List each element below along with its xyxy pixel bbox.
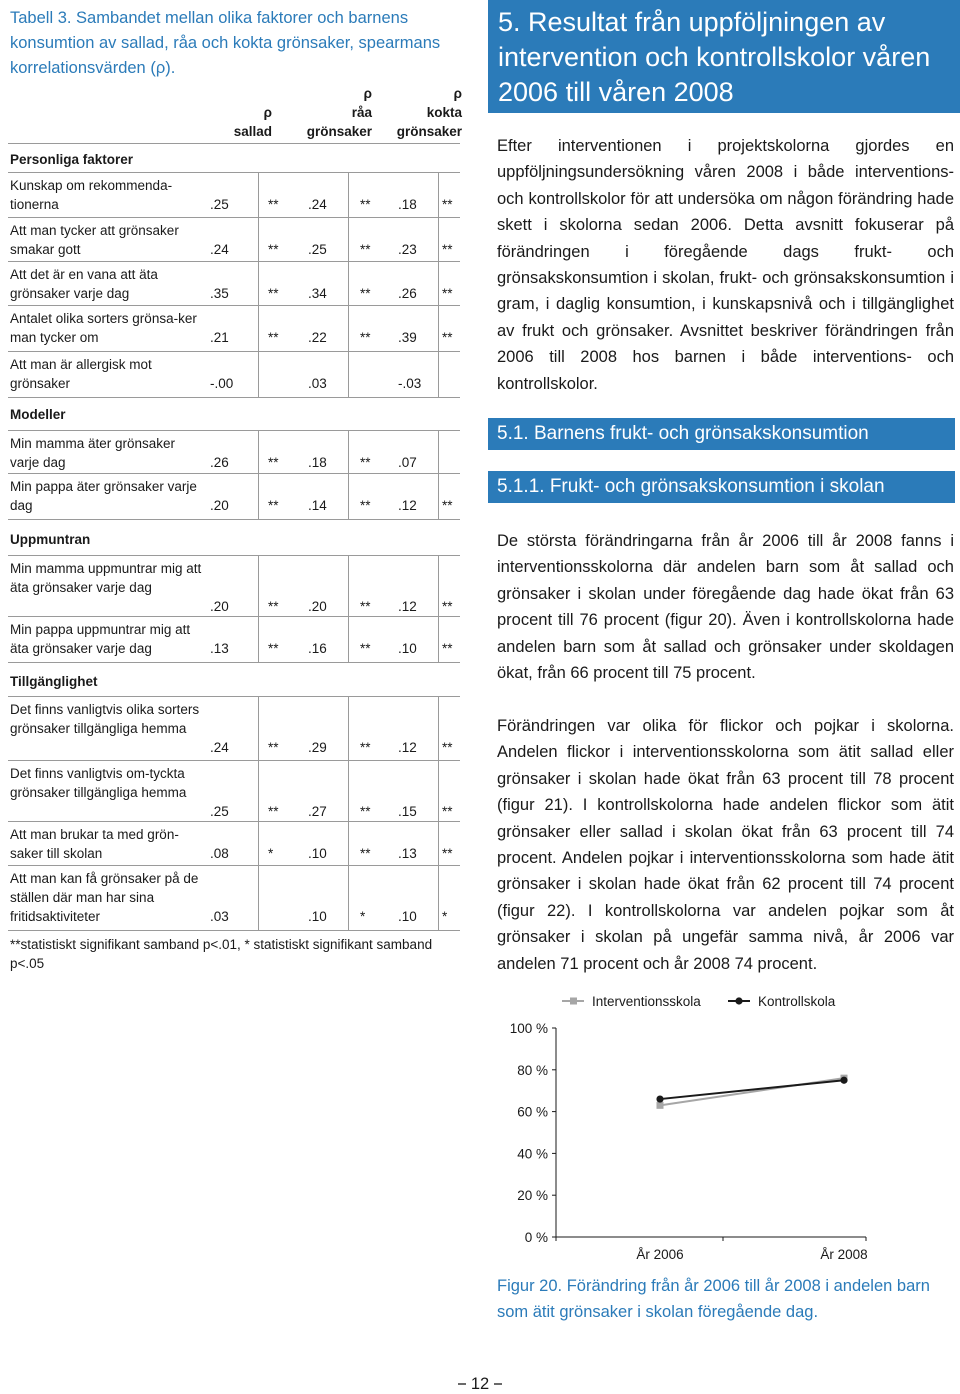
column-label: grönsaker — [306, 124, 372, 139]
row-divider — [8, 473, 460, 474]
significance-mark: ** — [360, 804, 371, 819]
significance-mark: ** — [268, 330, 279, 345]
row-divider — [8, 172, 460, 173]
significance-mark: ** — [360, 498, 371, 513]
y-tick-label: 100 % — [509, 1021, 548, 1036]
row-label: Min pappa uppmuntrar mig att äta grönsaker varje dag — [10, 622, 191, 656]
row-label: Att det är en vana att äta grönsaker varje dag — [10, 267, 158, 301]
correlation-value: .25 — [308, 242, 327, 257]
row-label: Min mamma äter grönsaker varje dag — [10, 436, 176, 470]
x-tick-label: År 2008 — [820, 1247, 868, 1262]
row-label: Det finns vanligtvis om-tyckta grönsaker tillgängliga hemma — [10, 766, 187, 800]
significance-mark: ** — [268, 197, 279, 212]
correlation-value: .14 — [308, 498, 327, 513]
column-divider — [258, 696, 259, 930]
significance-mark: ** — [360, 455, 371, 470]
table-row — [10, 559, 460, 616]
series-1-point — [657, 1102, 664, 1109]
significance-mark: ** — [442, 286, 453, 301]
column-rho: ρ — [453, 86, 462, 101]
correlation-value: .21 — [210, 330, 229, 345]
column-rho: ρ — [363, 86, 372, 101]
correlation-value: .13 — [398, 846, 417, 861]
correlation-value: .08 — [210, 846, 229, 861]
correlation-value: .23 — [398, 242, 417, 257]
section-bottom-rule — [8, 519, 460, 520]
x-tick-label: År 2006 — [636, 1247, 684, 1262]
column-header-kokta-gronsaker — [372, 84, 462, 141]
column-divider — [258, 172, 259, 397]
correlation-value: .12 — [398, 599, 417, 614]
column-divider — [438, 172, 439, 397]
correlation-value: .07 — [398, 455, 417, 470]
page-number: 12 — [470, 1375, 490, 1393]
table-row — [10, 355, 460, 393]
row-label: Min pappa äter grönsaker varje dag — [10, 479, 197, 513]
column-divider — [438, 555, 439, 662]
legend-marker — [735, 997, 742, 1004]
correlation-value: .18 — [308, 455, 327, 470]
significance-mark: ** — [268, 641, 279, 656]
section-title: Tillgänglighet — [10, 674, 98, 689]
row-divider — [8, 616, 460, 617]
column-label: sallad — [233, 124, 272, 139]
significance-mark: ** — [442, 846, 453, 861]
column-rho: ρ — [263, 105, 272, 120]
table-row — [10, 477, 460, 515]
row-divider — [8, 555, 460, 556]
subsection-heading: 5.1.1. Frukt- och grönsakskonsumtion i skolan — [497, 476, 885, 497]
legend-label: Interventionsskola — [592, 994, 701, 1009]
correlation-value: .13 — [210, 641, 229, 656]
column-header-sallad — [212, 103, 272, 141]
row-divider — [8, 351, 460, 352]
correlation-value: .26 — [210, 455, 229, 470]
subsection-heading-bar — [488, 471, 955, 503]
correlation-value: .24 — [308, 197, 327, 212]
significance-mark: * — [442, 909, 448, 924]
table-caption: Tabell 3. Sambandet mellan olika faktorer och barnens konsumtion av sallad, råa och kokta grönsaker, spearmans korrelationsvärden (ρ). — [10, 9, 441, 77]
row-label: Min mamma uppmuntrar mig att äta grönsaker varje dag — [10, 561, 202, 595]
row-label: Det finns vanligtvis olika sorters grönsaker tillgängliga hemma — [10, 702, 200, 736]
correlation-value: .03 — [210, 909, 229, 924]
y-tick-label: 0 % — [524, 1230, 548, 1245]
correlation-value: .20 — [308, 599, 327, 614]
significance-mark: ** — [442, 740, 453, 755]
section-bottom-rule — [8, 930, 460, 931]
significance-mark: ** — [268, 455, 279, 470]
table-column-headers — [212, 84, 462, 142]
significance-mark: ** — [442, 498, 453, 513]
correlation-value: .12 — [398, 740, 417, 755]
y-tick-label: 20 % — [517, 1188, 548, 1204]
table-row — [10, 434, 460, 472]
significance-mark: ** — [360, 599, 371, 614]
table-row — [10, 221, 460, 259]
table-row — [10, 620, 460, 658]
correlation-value: .22 — [308, 330, 327, 345]
row-label: Antalet olika sorters grönsa-ker man tycker om — [10, 311, 197, 345]
correlation-value: .20 — [210, 498, 229, 513]
table-row — [10, 825, 460, 863]
column-divider — [438, 696, 439, 930]
y-tick-label: 40 % — [517, 1146, 548, 1162]
y-tick-label: 60 % — [517, 1104, 548, 1120]
column-divider — [258, 555, 259, 662]
significance-mark: ** — [442, 330, 453, 345]
row-divider — [8, 696, 460, 697]
table-footnote: **statistiskt signifikant samband p<.01, * statistiskt signifikant samband p<.05 — [10, 937, 433, 971]
row-divider — [8, 217, 460, 218]
series-line-2 — [660, 1080, 844, 1099]
correlation-value: .10 — [308, 909, 327, 924]
correlation-value: .26 — [398, 286, 417, 301]
significance-mark: ** — [360, 641, 371, 656]
chapter-title: 5. Resultat från uppföljningen av intervention och kontrollskolor våren 2006 till våren 2008 — [498, 7, 931, 107]
significance-mark: ** — [442, 641, 453, 656]
column-divider — [348, 430, 349, 519]
correlation-value: .39 — [398, 330, 417, 345]
intro-paragraph: Efter interventionen i projektskolorna gjordes en uppföljningsundersökning våren 2008 i både interventions- och kontrollskolor för att undersöka om någon förändring hade skett i skolorna sedan 2006. Detta avsnitt fokuserar på förändringen i föregående dags frukt- och grönsakskonsumtion i skolan, frukt- och grönsakskonsumtion i gram, i daglig konsumtion, i kunskapsnivå och i tillgänglighet av frukt och grönsaker. Avsnittet beskriver förändringen från 2006 till 2008 hos barnen i både interventions- och kontrollskolor. — [497, 137, 954, 393]
column-header-raa-gronsaker — [282, 84, 372, 141]
series-2-point — [656, 1095, 663, 1102]
chart-svg — [496, 985, 876, 1275]
column-divider — [258, 430, 259, 519]
column-label: kokta — [426, 105, 462, 120]
line-chart — [496, 985, 876, 1275]
y-tick-label: 80 % — [517, 1062, 548, 1078]
correlation-value: .25 — [210, 197, 229, 212]
row-label: Att man kan få grönsaker på de ställen där man har sina fritidsaktiviteter — [10, 871, 199, 924]
correlation-value: -.03 — [398, 376, 422, 391]
series-2-point — [840, 1077, 847, 1084]
significance-mark: ** — [442, 804, 453, 819]
header-rule — [8, 143, 460, 144]
chapter-banner — [488, 0, 960, 113]
row-divider — [8, 430, 460, 431]
row-label: Att man är allergisk mot grönsaker — [10, 357, 152, 391]
section-bottom-rule — [8, 397, 460, 398]
correlation-value: .10 — [308, 846, 327, 861]
correlation-value: .34 — [308, 286, 327, 301]
column-divider — [348, 172, 349, 397]
correlation-value: .12 — [398, 498, 417, 513]
column-divider — [438, 430, 439, 519]
row-divider — [8, 261, 460, 262]
significance-mark: ** — [360, 197, 371, 212]
section-title: Modeller — [10, 407, 66, 422]
significance-mark: ** — [360, 846, 371, 861]
column-label: råa — [351, 105, 372, 120]
section-heading: 5.1. Barnens frukt- och grönsakskonsumtion — [497, 423, 869, 444]
significance-mark: ** — [360, 242, 371, 257]
section-title: Personliga faktorer — [10, 152, 134, 167]
significance-mark: ** — [268, 740, 279, 755]
row-divider — [8, 760, 460, 761]
correlation-value: .15 — [398, 804, 417, 819]
row-divider — [8, 305, 460, 306]
row-label: Att man brukar ta med grön-saker till skolan — [10, 827, 179, 861]
figure-caption: Figur 20. Förändring från år 2006 till år 2008 i andelen barn som ätit grönsaker i skolan föregående dag. — [497, 1277, 930, 1321]
significance-mark: ** — [268, 599, 279, 614]
significance-mark: ** — [442, 599, 453, 614]
correlation-value: .03 — [308, 376, 327, 391]
correlation-value: .35 — [210, 286, 229, 301]
legend-label: Kontrollskola — [758, 994, 836, 1009]
correlation-value: .16 — [308, 641, 327, 656]
significance-mark: ** — [442, 242, 453, 257]
correlation-value: .29 — [308, 740, 327, 755]
significance-mark: ** — [360, 286, 371, 301]
body-paragraph-2: Förändringen var olika för flickor och pojkar i skolorna. Andelen flickor i interventionsskolorna som ätit sallad eller grönsaker i skolan hade ökat från 63 procent till 78 procent (figur 21). I kontrollskolorna hade andelen flickor som ätit grönsaker eller sallad i skolan ökat från 63 procent till 74 procent. Andelen pojkar i interventionsskolorna som hade ätit grönsaker i skolan hade ökat från 62 procent till 74 procent (figur 22). I kontrollskolorna var andelen pojkar som åt grönsaker i skolan på ungefär samma nivå, år 2006 var andelen 71 procent och år 2008 74 procent. — [497, 717, 954, 973]
significance-mark: ** — [360, 330, 371, 345]
page-number-block — [458, 1374, 504, 1394]
table-row — [10, 764, 460, 821]
legend-marker — [570, 998, 577, 1005]
correlation-value: .24 — [210, 740, 229, 755]
correlation-value: .10 — [398, 641, 417, 656]
significance-mark: * — [268, 846, 274, 861]
table-row — [10, 309, 460, 347]
significance-mark: ** — [268, 286, 279, 301]
correlation-value: .20 — [210, 599, 229, 614]
section-bottom-rule — [8, 662, 460, 663]
row-divider — [8, 865, 460, 866]
correlation-value: .27 — [308, 804, 327, 819]
column-label: grönsaker — [396, 124, 462, 139]
table-row — [10, 176, 460, 214]
significance-mark: ** — [442, 197, 453, 212]
column-divider — [348, 696, 349, 930]
significance-mark: ** — [268, 804, 279, 819]
table-row — [10, 265, 460, 303]
correlation-value: .25 — [210, 804, 229, 819]
body-paragraph-1: De största förändringarna från år 2006 till år 2008 fanns i interventionsskolorna där andelen barn som åt sallad och grönsaker i skolan under föregående dag hade ökat från 63 procent till 76 procent (figur 20). Även i kontrollskolorna hade andelen barn som åt sallad och grönsaker under skoldagen ökat, från 66 procent till 75 procent. — [497, 532, 954, 683]
table-row — [10, 700, 460, 757]
section-heading-bar — [488, 418, 955, 450]
correlation-value: .18 — [398, 197, 417, 212]
row-label: Kunskap om rekommenda-tionerna — [10, 178, 173, 212]
correlation-value: .24 — [210, 242, 229, 257]
correlation-value: -.00 — [210, 376, 234, 391]
significance-mark: ** — [268, 498, 279, 513]
significance-mark: ** — [268, 242, 279, 257]
row-divider — [8, 821, 460, 822]
correlation-value: .10 — [398, 909, 417, 924]
column-divider — [348, 555, 349, 662]
table-row — [10, 869, 460, 926]
significance-mark: * — [360, 909, 366, 924]
significance-mark: ** — [360, 740, 371, 755]
section-title: Uppmuntran — [10, 532, 91, 547]
row-label: Att man tycker att grönsaker smakar gott — [10, 223, 179, 257]
